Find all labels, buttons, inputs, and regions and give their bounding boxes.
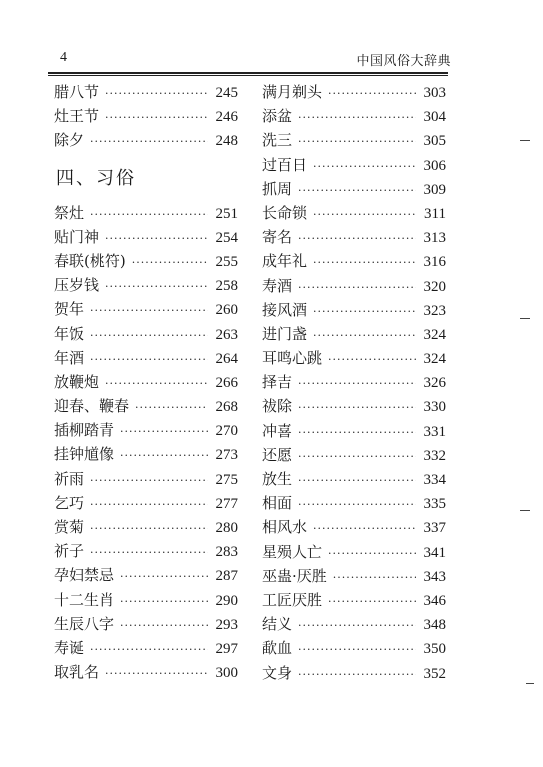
index-entry (54, 515, 238, 539)
dot-leader (313, 155, 416, 179)
entry-page-number: 255 (215, 253, 238, 270)
section-heading: 四、习俗 (56, 167, 136, 189)
entry-term: 过百日 (262, 155, 308, 174)
entry-term: 年酒 (54, 348, 85, 367)
entry-term: 祓除 (262, 397, 293, 416)
entry-term: 挂钟馗像 (54, 445, 115, 464)
index-entry (54, 660, 238, 684)
entry-term: 还愿 (262, 445, 293, 464)
right-entries (262, 80, 446, 685)
entry-term: 腊八节 (54, 83, 100, 101)
entry-page-number: 341 (423, 544, 446, 561)
dot-leader (298, 638, 416, 662)
entry-term: 寿酒 (262, 276, 293, 295)
entry-page-number: 277 (215, 495, 238, 512)
index-entry (54, 273, 238, 297)
dot-leader (298, 130, 416, 154)
entry-page-number: 320 (423, 278, 446, 295)
dot-leader (298, 106, 416, 130)
entry-page-number: 334 (423, 472, 446, 488)
dot-leader (298, 663, 416, 687)
entry-page-number: 343 (423, 568, 446, 585)
scan-mark (526, 683, 534, 684)
entry-term: 寄名 (262, 228, 293, 247)
dot-leader (90, 130, 208, 154)
entry-page-number: 316 (423, 254, 446, 271)
entry-page-number: 248 (215, 133, 238, 150)
index-entry (54, 418, 238, 442)
dot-leader (313, 324, 416, 348)
dot-leader (298, 445, 416, 469)
dot-leader (328, 82, 416, 106)
dot-leader (298, 276, 416, 300)
entry-term: 放鞭炮 (54, 372, 100, 391)
entry-page-number: 309 (423, 181, 446, 198)
entry-term: 满月剃头 (262, 83, 323, 101)
entry-page-number: 251 (215, 205, 238, 222)
index-entry (262, 80, 446, 104)
index-entry (262, 153, 446, 177)
index-entry (262, 128, 446, 152)
dot-leader (105, 227, 208, 251)
dot-leader (90, 324, 208, 348)
index-entry (54, 394, 238, 418)
entry-page-number: 311 (424, 205, 446, 222)
scan-mark (520, 510, 530, 511)
index-entry (54, 346, 238, 370)
entry-term: 插柳踏青 (54, 421, 115, 440)
dot-leader (298, 469, 416, 493)
dot-leader (313, 517, 416, 541)
index-entry (54, 80, 238, 104)
entry-term: 取乳名 (54, 663, 100, 682)
index-entry (262, 419, 446, 443)
index-entry (262, 636, 446, 660)
entry-page-number: 260 (215, 302, 238, 319)
entry-term: 接风酒 (262, 300, 308, 319)
dot-leader (90, 469, 208, 493)
entry-page-number: 330 (423, 399, 446, 416)
left-entries-after-section (54, 201, 238, 685)
entry-page-number: 332 (423, 447, 446, 464)
entry-page-number: 280 (215, 520, 238, 536)
entry-page-number: 331 (423, 423, 446, 440)
index-entry (54, 128, 238, 152)
entry-term: 工匠厌胜 (262, 590, 323, 609)
entry-term: 贺年 (54, 300, 85, 319)
entry-page-number: 313 (423, 230, 446, 247)
dot-leader (328, 348, 416, 372)
entry-term: 祈雨 (54, 469, 85, 488)
entry-term: 结义 (262, 615, 293, 634)
left-column (54, 80, 238, 684)
dot-leader (120, 614, 208, 638)
entry-term: 耳鸣心跳 (262, 349, 323, 368)
index-entry (54, 370, 238, 394)
entry-term: 年饭 (54, 324, 85, 343)
page-number: 4 (60, 50, 67, 65)
left-entries-before-section (54, 80, 238, 153)
entry-page-number: 290 (215, 592, 238, 609)
dot-leader (120, 590, 208, 614)
index-entry (54, 588, 238, 612)
index-entry (262, 370, 446, 394)
entry-term: 十二生肖 (54, 590, 115, 609)
header-rule (48, 72, 448, 74)
index-entry (262, 177, 446, 201)
dot-leader (90, 638, 208, 662)
index-entry (54, 104, 238, 128)
entry-page-number: 323 (423, 302, 446, 319)
entry-term: 压岁钱 (54, 276, 100, 295)
entry-term: 孕妇禁忌 (54, 566, 115, 585)
entry-page-number: 254 (215, 229, 238, 246)
entry-term: 巫蛊·厌胜 (262, 566, 327, 585)
entry-term: 冲喜 (262, 421, 293, 440)
entry-term: 抓周 (262, 179, 293, 198)
index-entry (54, 539, 238, 563)
index-entry (262, 467, 446, 491)
index-entry (54, 225, 238, 249)
index-entry (262, 540, 446, 564)
entry-page-number: 258 (215, 278, 238, 295)
entry-page-number: 283 (215, 544, 238, 561)
index-entry (54, 249, 238, 273)
index-entry (262, 322, 446, 346)
index-entry (54, 201, 238, 225)
dot-leader (105, 662, 208, 686)
entry-term: 文身 (262, 663, 293, 682)
index-entry (54, 297, 238, 321)
index-entry (262, 298, 446, 322)
entry-term: 星殒人亡 (262, 542, 323, 561)
entry-page-number: 335 (423, 496, 446, 513)
entry-page-number: 352 (423, 665, 446, 682)
dot-leader (298, 179, 416, 203)
entry-page-number: 293 (215, 616, 238, 633)
entry-page-number: 346 (423, 592, 446, 609)
dot-leader (132, 251, 208, 275)
dot-leader (298, 396, 416, 420)
dot-leader (298, 614, 416, 638)
entry-page-number: 287 (215, 568, 238, 585)
entry-term: 歃血 (262, 639, 293, 658)
entry-term: 迎春、鞭春 (54, 397, 130, 416)
entry-page-number: 300 (215, 665, 238, 682)
entry-term: 灶王节 (54, 107, 100, 126)
entry-term: 进门盏 (262, 324, 308, 343)
entry-page-number: 264 (215, 350, 238, 367)
dot-leader (90, 517, 208, 541)
index-entry (262, 249, 446, 273)
index-entry (262, 201, 446, 225)
entry-page-number: 263 (215, 326, 238, 343)
entry-term: 洗三 (262, 131, 293, 150)
index-entry (54, 636, 238, 660)
entry-term: 春联(桃符) (54, 251, 126, 270)
dot-leader (105, 275, 208, 299)
entry-page-number: 270 (215, 423, 238, 440)
dot-leader (90, 541, 208, 565)
entry-page-number: 324 (423, 351, 446, 368)
dot-leader (105, 106, 208, 130)
entry-page-number: 245 (215, 85, 238, 101)
index-entry (262, 394, 446, 418)
dot-leader (105, 372, 208, 396)
index-entry (262, 346, 446, 370)
dot-leader (313, 300, 416, 324)
entry-term: 成年礼 (262, 252, 308, 271)
entry-page-number: 268 (215, 399, 238, 416)
dot-leader (90, 348, 208, 372)
entry-term: 相风水 (262, 518, 308, 537)
entry-term: 寿诞 (54, 638, 85, 657)
entry-page-number: 337 (423, 520, 446, 537)
scan-mark (520, 140, 530, 141)
entry-term: 添盆 (262, 107, 293, 126)
dot-leader (298, 372, 416, 396)
dot-leader (298, 421, 416, 445)
entry-term: 贴门神 (54, 227, 100, 246)
entry-page-number: 273 (215, 447, 238, 464)
header-rule-thin (48, 75, 448, 76)
index-entry (54, 467, 238, 491)
entry-page-number: 324 (423, 326, 446, 343)
dot-leader (120, 444, 208, 468)
index-entry (262, 564, 446, 588)
entry-page-number: 304 (423, 109, 446, 126)
index-entry (54, 612, 238, 636)
index-entry (262, 274, 446, 298)
entry-page-number: 266 (215, 374, 238, 391)
dot-leader (298, 493, 416, 517)
entry-page-number: 275 (215, 471, 238, 488)
entry-page-number: 297 (215, 640, 238, 657)
dot-leader (333, 566, 416, 590)
dot-leader (90, 299, 208, 323)
dot-leader (328, 542, 416, 566)
entry-page-number: 326 (423, 375, 446, 392)
entry-page-number: 348 (423, 617, 446, 634)
dot-leader (298, 227, 416, 251)
index-entry (54, 491, 238, 515)
index-entry (54, 322, 238, 346)
entry-term: 除夕 (54, 131, 85, 150)
entry-term: 乞巧 (54, 493, 85, 512)
book-title: 中国风俗大辞典 (356, 54, 451, 69)
entry-term: 祈子 (54, 542, 85, 561)
dot-leader (313, 251, 416, 275)
entry-term: 生辰八字 (54, 614, 115, 633)
right-column (262, 80, 446, 685)
dot-leader (313, 203, 416, 227)
index-entry (262, 661, 446, 685)
scan-mark (520, 318, 530, 319)
index-entry (262, 491, 446, 515)
dot-leader (135, 396, 208, 420)
entry-term: 赏菊 (54, 518, 85, 536)
dot-leader (90, 493, 208, 517)
dot-leader (328, 590, 416, 614)
entry-term: 长命锁 (262, 203, 308, 222)
entry-term: 择吉 (262, 373, 293, 392)
entry-page-number: 246 (215, 109, 238, 126)
index-entry (262, 612, 446, 636)
index-entry (262, 588, 446, 612)
entry-term: 放生 (262, 470, 293, 488)
index-entry (262, 443, 446, 467)
dot-leader (120, 420, 208, 444)
entry-term: 祭灶 (54, 203, 85, 222)
entry-page-number: 303 (423, 85, 446, 101)
index-entry (262, 104, 446, 128)
entry-term: 相面 (262, 494, 293, 513)
entry-page-number: 350 (423, 641, 446, 658)
index-entry (54, 442, 238, 466)
index-entry (54, 563, 238, 587)
dot-leader (105, 82, 208, 106)
dot-leader (90, 203, 208, 227)
index-entry (262, 515, 446, 539)
entry-page-number: 305 (423, 133, 446, 150)
dot-leader (120, 565, 208, 589)
entry-page-number: 306 (423, 157, 446, 174)
index-entry (262, 225, 446, 249)
